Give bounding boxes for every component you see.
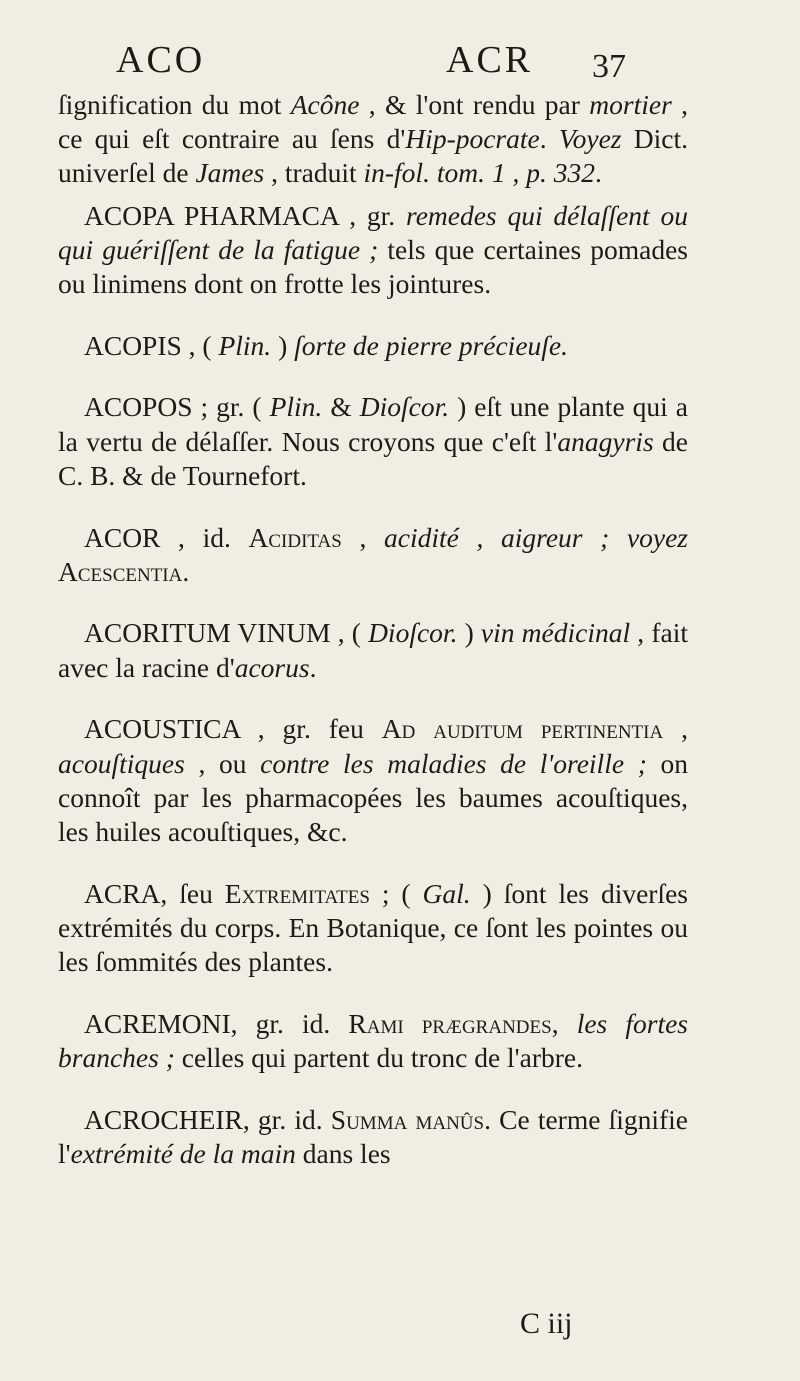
text-run: ACOR , id. — [84, 521, 249, 553]
text-run: & — [322, 391, 360, 423]
text-run: celles qui partent du tronc de l'arbre. — [174, 1041, 583, 1073]
text-run: Dioſcor. — [368, 617, 458, 649]
text-run: anagyris — [557, 425, 654, 457]
text-run: ACOUSTICA , gr. feu — [84, 713, 382, 745]
header-left-word: ACO — [116, 39, 206, 81]
text-run: ACROCHEIR, gr. id. — [84, 1103, 331, 1135]
text-run: . — [539, 123, 559, 155]
page-number: 37 — [592, 48, 626, 85]
text-run: , fait avec la racine d' — [58, 617, 688, 683]
running-header — [0, 38, 800, 88]
text-run: ACOPOS ; gr. ( — [84, 391, 270, 423]
text-run: on connoît par les pharmacopées les baumes acouſtiques, les huiles acouſtiques, &c. — [58, 747, 689, 847]
text-run: vin médicinal — [480, 617, 631, 649]
text-run: James — [195, 157, 265, 189]
text-run: Ad auditum pertinentia — [381, 713, 664, 745]
dictionary-text — [58, 88, 688, 1199]
text-run: Dioſcor. — [359, 391, 450, 423]
text-run: . — [309, 651, 317, 683]
text-run: ) ſont les diverſes extrémités du corps. En Botanique, ce ſont les pointes ou les ſommités des plantes. — [58, 877, 689, 978]
signature-mark: C iij — [520, 1307, 573, 1340]
text-run: de C. B. & de Tournefort. — [58, 425, 688, 491]
text-run: acidité , aigreur ; voyez — [383, 521, 689, 553]
entry-acopos — [58, 390, 688, 493]
header-right-word: ACR — [446, 39, 534, 81]
text-run: ) eſt une plante qui a la vertu de délaſſer. Nous croyons que c'eſt l' — [58, 391, 689, 457]
text-run: ACORITUM VINUM , ( — [84, 617, 369, 649]
text-run: , ou — [184, 747, 261, 779]
text-run: contre les maladies de l'oreille ; — [260, 747, 647, 779]
text-run: mortier — [589, 89, 672, 120]
text-run: , — [341, 521, 384, 553]
text-run: Gal. — [422, 877, 471, 909]
text-run: Plin. — [269, 391, 323, 423]
text-run: Acône — [290, 89, 360, 120]
text-run: Rami prægrandes — [348, 1007, 552, 1039]
text-run: les fortes branches ; — [58, 1007, 688, 1073]
paragraph-intro — [58, 88, 688, 191]
text-run: ) — [271, 329, 295, 361]
entry-acrocheir — [58, 1103, 688, 1171]
text-run: . — [182, 555, 190, 587]
text-run: tels que certaines pomades ou linimens dont on frotte les jointures. — [58, 233, 688, 300]
text-run: , — [551, 1007, 577, 1039]
text-run: Voyez — [558, 123, 622, 155]
text-run: in-fol. tom. 1 , p. 332 — [363, 157, 595, 189]
text-run: . Ce terme ſignifie l' — [58, 1103, 689, 1169]
text-run: dans les — [295, 1137, 391, 1169]
text-run: Extremitates — [224, 877, 370, 909]
entry-acoritum — [58, 616, 688, 684]
text-run: extrémité de la main — [70, 1137, 296, 1169]
text-run: Plin. — [218, 329, 272, 361]
text-run: acorus — [234, 651, 310, 683]
text-run: , — [663, 713, 688, 745]
text-run: ACOPA PHARMACA , gr. — [84, 199, 407, 231]
text-run: , & l'ont rendu par — [359, 89, 590, 120]
text-run: ſignification du mot — [58, 89, 291, 120]
text-run: Dict. univerſel de — [58, 123, 688, 189]
text-run: ſorte de pierre précieuſe. — [294, 329, 568, 361]
text-run: ) — [457, 617, 481, 649]
text-run: acouſtiques — [58, 747, 185, 779]
text-run: Aciditas — [248, 521, 342, 553]
text-run: Hip-pocrate — [405, 123, 540, 155]
entry-acremoni — [58, 1007, 688, 1075]
text-run: ACREMONI, gr. id. — [84, 1007, 349, 1039]
text-run: remedes qui délaſſent ou qui guériſſent de la fatigue ; — [58, 199, 688, 265]
entry-acra — [58, 877, 688, 980]
entry-acoustica — [58, 712, 688, 849]
text-run: , traduit — [264, 157, 364, 189]
entry-acor — [58, 521, 688, 589]
text-run: ; ( — [369, 877, 423, 909]
text-run: ACOPIS , ( — [84, 329, 219, 361]
text-run: Summa manûs — [330, 1103, 485, 1135]
text-run: Acescentia — [58, 555, 183, 587]
entry-acopa — [58, 199, 688, 302]
entry-acopis — [58, 329, 688, 363]
text-run: . — [594, 157, 602, 189]
text-run: ACRA, ſeu — [84, 877, 225, 909]
text-run: , ce qui eſt contraire au ſens d' — [58, 89, 688, 155]
